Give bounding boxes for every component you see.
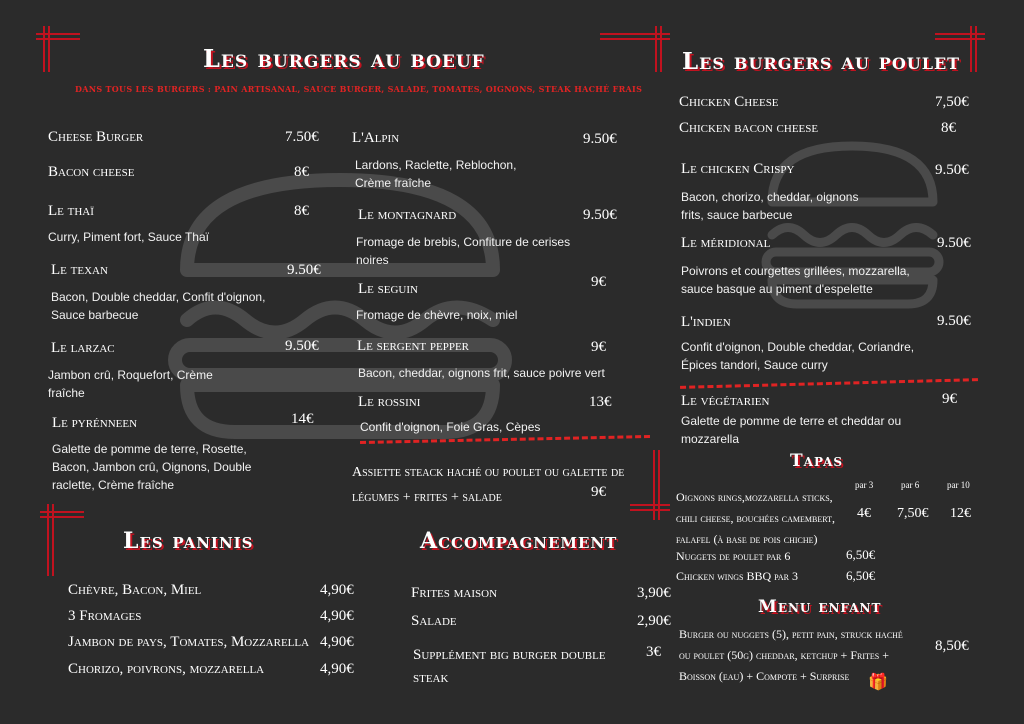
menu-item-price: 8€ xyxy=(941,120,956,136)
menu-item-description: Jambon crû, Roquefort, Crème fraîche xyxy=(48,368,213,400)
assiette-name: Assiette steack haché ou poulet ou galette de légumes + frites + salade xyxy=(352,465,625,505)
menu-item-name: Le rossini xyxy=(358,394,421,410)
menu-item-description: Bacon, Double cheddar, Confit d'oignon, Sauce barbecue xyxy=(51,290,266,322)
menu-item-price: 9€ xyxy=(591,274,606,290)
menu-enfant-description: Burger ou nuggets (5), petit pain, struck haché ou poulet (50g) cheddar, ketchup + Frites + Boisson (eau) + Compote + Surprise xyxy=(679,627,903,683)
menu-item-price: 9.50€ xyxy=(583,207,617,223)
menu-item-name: Le texan xyxy=(51,262,108,278)
menu-item-name: Le végétarien xyxy=(681,393,770,409)
divider-line xyxy=(680,378,978,389)
tapas-item-name: Oignons rings,mozzarella sticks, chili cheese, bouchées camembert, falafel (à base de pois chiche) xyxy=(676,490,835,546)
menu-item-name: L'Alpin xyxy=(352,130,400,146)
panini-item-name: Chorizo, poivrons, mozzarella xyxy=(68,661,265,677)
assiette-price: 9€ xyxy=(591,484,606,500)
menu-item-name: Le chicken Crispy xyxy=(681,161,795,177)
tapas-price: 6,50€ xyxy=(846,547,876,562)
side-item-price: 3€ xyxy=(646,644,661,660)
menu-item-description: Confit d'oignon, Foie Gras, Cèpes xyxy=(360,420,541,434)
menu-item-price: 9.50€ xyxy=(937,235,971,251)
menu-item-name: Le méridional xyxy=(681,235,771,251)
panini-item-name: Chèvre, Bacon, Miel xyxy=(68,582,202,598)
menu-item-description: Confit d'oignon, Double cheddar, Coriandre, Épices tandori, Sauce curry xyxy=(681,340,915,372)
panini-item-price: 4,90€ xyxy=(320,634,354,650)
menu-item-price: 7,50€ xyxy=(935,94,969,110)
menu-item-name: Le montagnard xyxy=(358,207,457,223)
menu-item-name: Bacon cheese xyxy=(48,164,135,180)
side-item-price: 2,90€ xyxy=(637,613,671,629)
menu-item-description: Fromage de brebis, Confiture de cerises noires xyxy=(356,235,571,267)
accompagnement-section-title: Accompagnement xyxy=(420,528,618,554)
corner-decoration-center xyxy=(600,26,670,72)
menu-item-description: Poivrons et courgettes grillées, mozzarella, sauce basque au piment d'espelette xyxy=(681,264,910,296)
tapas-item-name: Nuggets de poulet par 6 xyxy=(676,549,791,563)
menu-item-description: Galette de pomme de terre, Rosette, Bacon, Jambon crû, Oignons, Double raclette, Crème fraîche xyxy=(52,442,252,492)
menu-item-name: Le sergent pepper xyxy=(357,338,470,354)
tapas-item-name: Chicken wings BBQ par 3 xyxy=(676,569,798,583)
corner-decoration-middle xyxy=(630,450,670,520)
tapas-price: 7,50€ xyxy=(897,506,929,521)
menu-item-price: 9.50€ xyxy=(285,338,319,354)
menu-item-price: 8€ xyxy=(294,164,309,180)
tapas-price: 6,50€ xyxy=(846,568,876,583)
corner-decoration-left xyxy=(36,26,80,72)
menu-item-price: 9.50€ xyxy=(937,313,971,329)
panini-item-price: 4,90€ xyxy=(320,661,354,677)
paninis-section-title: Les paninis xyxy=(123,528,254,554)
side-item-name: Salade xyxy=(411,613,457,629)
panini-item-name: 3 Fromages xyxy=(68,608,142,624)
poulet-section-title: Les burgers au poulet xyxy=(682,48,961,75)
menu-item-price: 9€ xyxy=(942,391,957,407)
menu-item-price: 8€ xyxy=(294,203,309,219)
menu-item-name: Chicken Cheese xyxy=(679,94,779,110)
menu-item-description: Bacon, chorizo, cheddar, oignons frits, sauce barbecue xyxy=(681,190,859,222)
boeuf-section-subtitle: DANS TOUS LES BURGERS : PAIN ARTISANAL, SAUCE BURGER, SALADE, TOMATES, OIGNONS, STEAK HACHÉ FRAIS xyxy=(75,84,643,94)
menu-item-name: Le thaï xyxy=(48,203,94,219)
menu-item-price: 9€ xyxy=(591,339,606,355)
menu-item-description: Curry, Piment fort, Sauce Thaï xyxy=(48,230,209,244)
menu-item-description: Fromage de chèvre, noix, miel xyxy=(356,308,518,322)
panini-item-price: 4,90€ xyxy=(320,582,354,598)
side-item-price: 3,90€ xyxy=(637,585,671,601)
panini-item-price: 4,90€ xyxy=(320,608,354,624)
menu-item-price: 13€ xyxy=(589,394,612,410)
menu-enfant-title: Menu enfant xyxy=(758,597,882,617)
menu-item-name: Cheese Burger xyxy=(48,129,144,145)
menu-item-description: Bacon, cheddar, oignons frit, sauce poivre vert xyxy=(358,366,605,380)
panini-item-name: Jambon de pays, Tomates, Mozzarella xyxy=(68,634,310,650)
menu-item-price: 9.50€ xyxy=(287,262,321,278)
gift-icon: 🎁 xyxy=(868,674,888,691)
menu-item-price: 7.50€ xyxy=(285,129,319,145)
tapas-header: par 6 xyxy=(901,480,920,490)
menu-item-name: L'indien xyxy=(681,314,731,330)
tapas-header: par 10 xyxy=(947,480,970,490)
menu-item-name: Chicken bacon cheese xyxy=(679,120,819,136)
menu-item-price: 9.50€ xyxy=(583,131,617,147)
menu-item-description: Lardons, Raclette, Reblochon, Crème fraîche xyxy=(355,158,517,190)
side-item-name: Frites maison xyxy=(411,585,498,601)
menu-item-name: Le larzac xyxy=(51,340,115,356)
boeuf-section-title: Les burgers au boeuf xyxy=(203,44,485,73)
tapas-price: 12€ xyxy=(950,506,971,521)
corner-decoration-paninis xyxy=(40,504,84,576)
menu-item-name: Le pyrénneen xyxy=(52,415,138,431)
menu-item-price: 9.50€ xyxy=(935,162,969,178)
tapas-price: 4€ xyxy=(857,506,871,521)
tapas-section-title: Tapas xyxy=(790,451,844,471)
tapas-header: par 3 xyxy=(855,480,874,490)
menu-item-name: Le seguin xyxy=(358,281,418,297)
side-item-name: Supplément big burger double steak xyxy=(413,647,606,686)
menu-item-price: 14€ xyxy=(291,411,314,427)
menu-enfant-price: 8,50€ xyxy=(935,638,969,654)
menu-item-description: Galette de pomme de terre et cheddar ou mozzarella xyxy=(681,414,902,446)
